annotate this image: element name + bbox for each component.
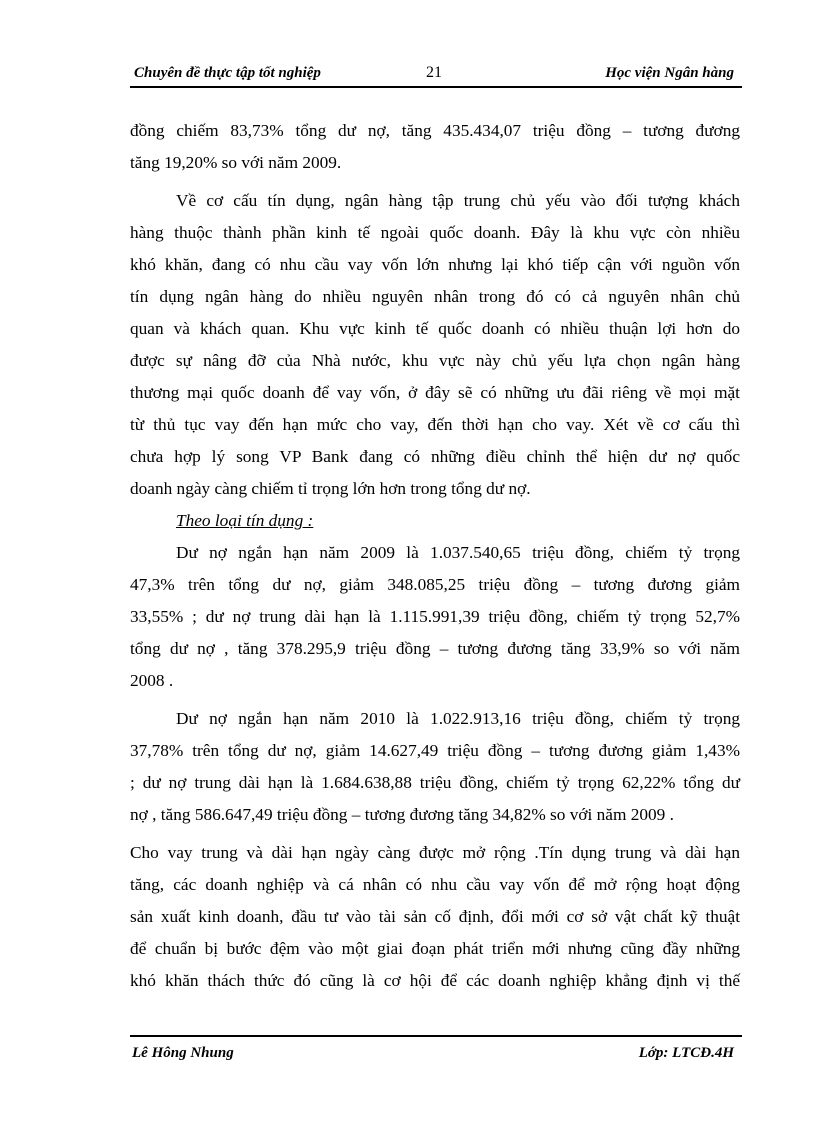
paragraph-4 — [130, 703, 740, 831]
text-line: 37,78% trên tổng dư nợ, giảm 14.627,49 triệu đồng – tương đương giảm 1,43% — [130, 741, 740, 760]
page-header — [130, 64, 742, 88]
page-footer — [130, 1035, 742, 1067]
text-line: Về cơ cấu tín dụng, ngân hàng tập trung chủ yếu vào đối tượng khách — [176, 191, 740, 210]
text-line: 33,55% ; dư nợ trung dài hạn là 1.115.991,39 triệu đồng, chiếm tỷ trọng 52,7% — [130, 607, 740, 626]
header-institution: Học viện Ngân hàng — [605, 65, 734, 81]
text-line: doanh ngày càng chiếm tỉ trọng lớn hơn trong tổng dư nợ. — [130, 479, 531, 498]
paragraph-1 — [130, 115, 740, 179]
text-line: Dư nợ ngắn hạn năm 2009 là 1.037.540,65 triệu đồng, chiếm tỷ trọng — [176, 543, 740, 562]
text-line: để chuẩn bị bước đệm vào một giai đoạn phát triển mới nhưng cũng đầy những — [130, 939, 740, 958]
text-line: chưa hợp lý song VP Bank đang có những điều chỉnh thể hiện dư nợ quốc — [130, 447, 740, 466]
header-document-title: Chuyên đề thực tập tốt nghiệp — [134, 65, 321, 81]
text-line: khó khăn, đang có nhu cầu vay vốn lớn nhưng lại khó tiếp cận với nguồn vốn — [130, 255, 740, 274]
text-line: Cho vay trung và dài hạn ngày càng được mở rộng .Tín dụng trung và dài hạn — [130, 843, 740, 862]
text-line: tổng dư nợ , tăng 378.295,9 triệu đồng – tương đương tăng 33,9% so với năm — [130, 639, 740, 658]
footer-class: Lớp: LTCĐ.4H — [638, 1045, 734, 1061]
text-line: quan và khách quan. Khu vực kinh tế quốc doanh có nhiều thuận lợi hơn do — [130, 319, 740, 338]
text-line: Dư nợ ngắn hạn năm 2010 là 1.022.913,16 triệu đồng, chiếm tỷ trọng — [176, 709, 740, 728]
section-title: Theo loại tín dụng : — [176, 511, 314, 530]
footer-author: Lê Hông Nhung — [132, 1045, 234, 1061]
text-line: 47,3% trên tổng dư nợ, giảm 348.085,25 triệu đồng – tương đương giảm — [130, 575, 740, 594]
text-line: tín dụng ngân hàng do nhiều nguyên nhân trong đó có cả nguyên nhân chủ — [130, 287, 740, 306]
text-line: thương mại quốc doanh để vay vốn, ở đây sẽ có những ưu đãi riêng về mọi mặt — [130, 383, 740, 402]
text-line: hàng thuộc thành phần kinh tế ngoài quốc doanh. Đây là khu vực còn nhiều — [130, 223, 740, 242]
text-line: nợ , tăng 586.647,49 triệu đồng – tương đương tăng 34,82% so với năm 2009 . — [130, 805, 674, 824]
text-line: từ thủ tục vay đến hạn mức cho vay, đến thời hạn cho vay. Xét về cơ cấu thì — [130, 415, 740, 434]
text-line: tăng, các doanh nghiệp và cá nhân có nhu cầu vay vốn để mở rộng hoạt động — [130, 875, 740, 894]
paragraph-2 — [130, 185, 740, 505]
text-line: đồng chiếm 83,73% tổng dư nợ, tăng 435.434,07 triệu đồng – tương đương — [130, 121, 740, 140]
page-number: 21 — [426, 64, 442, 81]
paragraph-5 — [130, 837, 740, 997]
text-line: khó khăn thách thức đó cũng là cơ hội để các doanh nghiệp khẳng định vị thế — [130, 971, 740, 990]
text-line: được sự nâng đỡ của Nhà nước, khu vực này chủ yếu lựa chọn ngân hàng — [130, 351, 740, 370]
text-line: tăng 19,20% so với năm 2009. — [130, 153, 342, 172]
text-line: sản xuất kinh doanh, đầu tư vào tài sản cố định, đổi mới cơ sở vật chất kỹ thuật — [130, 907, 740, 926]
text-line: ; dư nợ trung dài hạn là 1.684.638,88 triệu đồng, chiếm tỷ trọng 62,22% tổng dư — [130, 773, 740, 792]
paragraph-3 — [130, 537, 740, 697]
page-body — [130, 115, 740, 997]
text-line: 2008 . — [130, 671, 174, 690]
